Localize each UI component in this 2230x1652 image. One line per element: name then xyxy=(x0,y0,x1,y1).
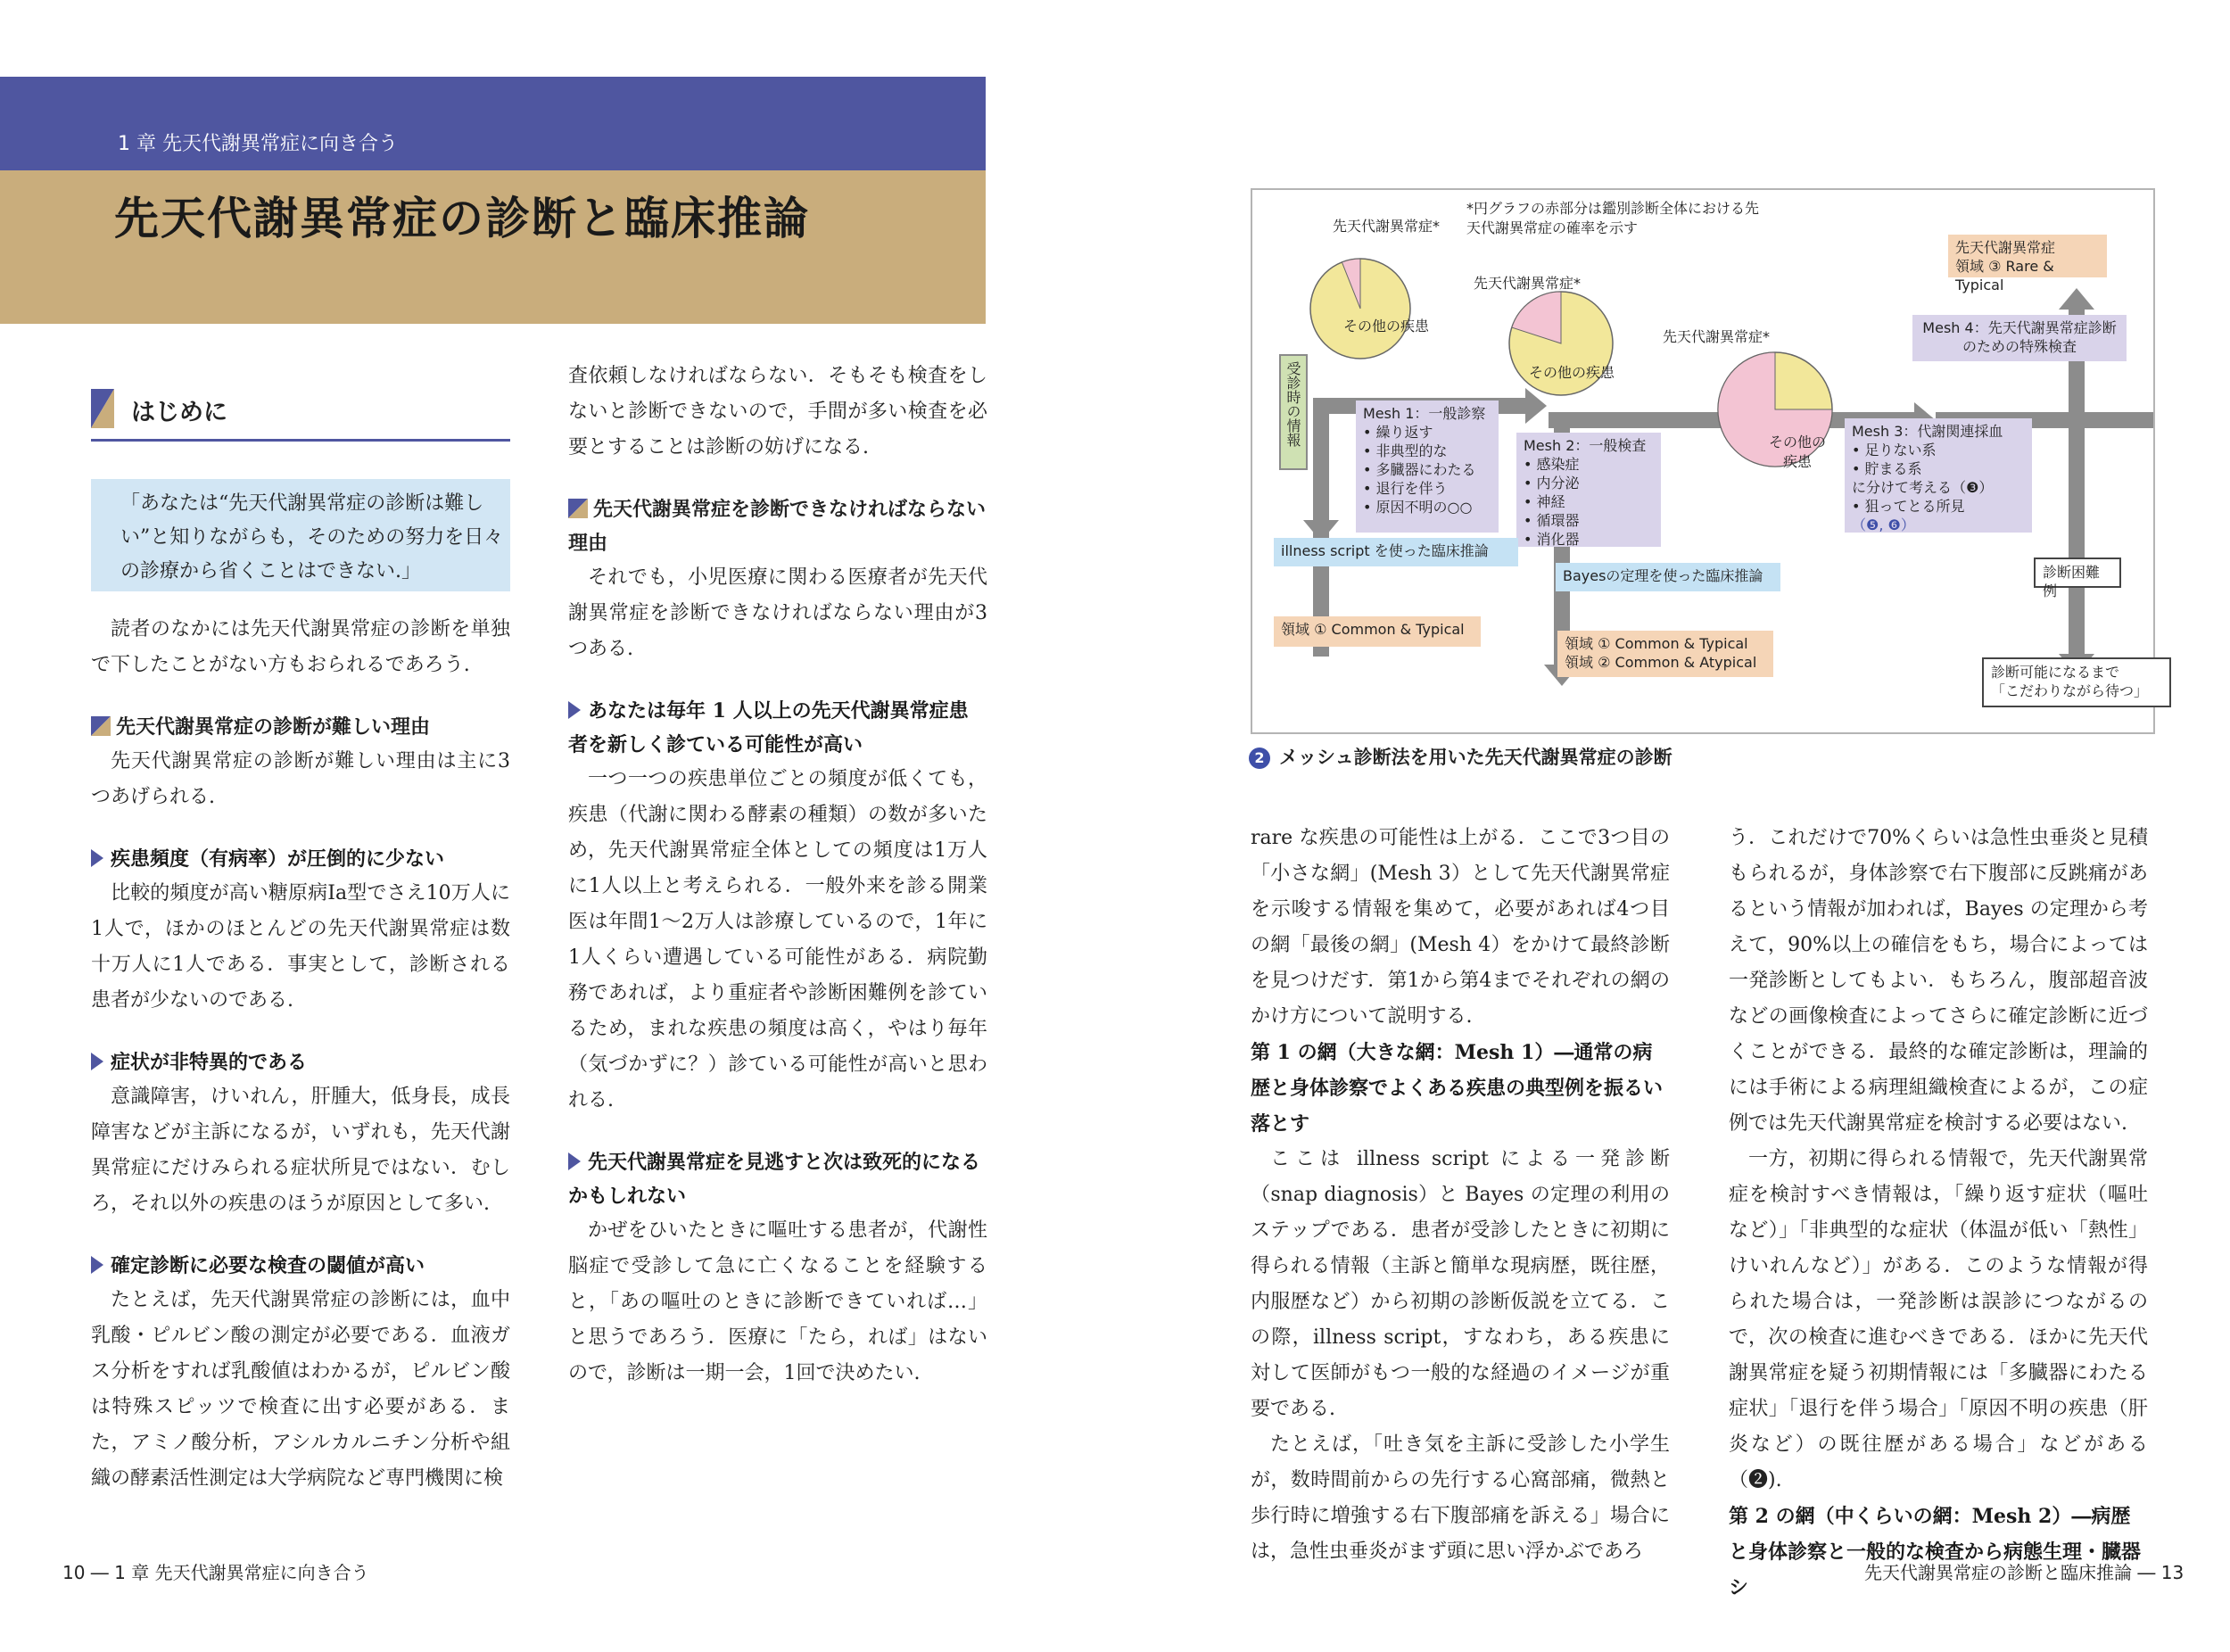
mesh2-item: • 神経 xyxy=(1524,493,1565,510)
domain12-box xyxy=(1557,631,1773,677)
mesh2-title: Mesh 2：一般検査 xyxy=(1524,437,1647,454)
paragraph: rare な疾患の可能性は上がる．ここで3つ目の「小さな網」(Mesh 3）として先天代謝異常症を示唆する情報を集めて，必要があれば4つ目の網「最後の網」(Mesh 4）をかけて最終診断を見つけだす．第1から第4までそれぞれの網のかけ方について説明する. xyxy=(1251,827,1670,1028)
caption-number: 2 xyxy=(1249,748,1270,769)
triangle-marker-icon xyxy=(568,1152,581,1170)
mesh1-item: • 多臓器にわたる xyxy=(1363,461,1476,478)
topic-heading xyxy=(91,1249,510,1283)
arrow-vertical-down xyxy=(2069,428,2085,660)
right-column-1 xyxy=(1251,821,1670,1570)
wait-line: 診断可能になるまで xyxy=(1991,664,2120,681)
topic-heading-text: 症状が非特異的である xyxy=(111,1051,308,1074)
paragraph: う．これだけで70%くらいは急性虫垂炎と見積もられるが，身体診察で右下腹部に反跳痛があるという情報が加われば，Bayes の定理から考えて，90%以上の確信をもち，場合によっては一発診断としてもよい．もちろん，腹部超音波などの画像検査によってさらに確定診断に近づくことができる．最終的な確定診断は，理論的には手術による病理組織検査によるが，この症例では先天代謝異常症を検討する必要はない. xyxy=(1729,827,2148,1135)
topic-heading xyxy=(568,1145,987,1213)
mesh4-box: Mesh 4：先天代謝異常症診断のための特殊検査 xyxy=(1912,315,2127,361)
rare-box-line: 先天代謝異常症 xyxy=(1955,239,2056,256)
mesh3-item: に分けて考える（❸） xyxy=(1852,479,1994,496)
pie2-label: 先天代謝異常症* xyxy=(1474,275,1582,292)
figure-box xyxy=(1251,188,2155,734)
figure-caption xyxy=(1249,743,1672,770)
mesh3-title: Mesh 3：代謝関連採血 xyxy=(1852,423,2003,440)
domain12-line: 領域 ② Common & Atypical xyxy=(1565,654,1757,671)
pie3-label: 先天代謝異常症* xyxy=(1663,328,1771,345)
mesh2-item: • 内分泌 xyxy=(1524,475,1580,491)
pie1-other-label: その他の疾患 xyxy=(1343,318,1430,335)
illness-script-label: illness script を使った臨床推論 xyxy=(1274,538,1518,566)
chapter-band xyxy=(0,77,986,170)
paragraph: 比較的頻度が高い糖原病Ⅰa型でさえ10万人に1人で，ほかのほとんどの先天代謝異常症は数十万人に1人である．事実として，診断される患者が少ないのである. xyxy=(91,882,510,1012)
triangle-marker-icon xyxy=(91,849,103,867)
bold-heading: 第 2 の網（中くらいの網：Mesh 2）―病歴と身体診察と一般的な検査から病態生理・臓器シ xyxy=(1729,1505,2142,1599)
triangle-marker-icon xyxy=(568,701,581,719)
intro-heading-text: はじめに xyxy=(131,399,227,426)
bold-heading: 第 1 の網（大きな網：Mesh 1）―通常の病歴と身体診察でよくある疾患の典型例を振るい落とす xyxy=(1251,1041,1664,1136)
mesh1-box xyxy=(1356,401,1499,533)
paragraph: たとえば，先天代謝異常症の診断には，血中乳酸・ピルビン酸の測定が必要である．血液ガス分析をすれば乳酸値はわかるが，ピルビン酸は特殊スピッツで検査に出す必要がある．また，アミノ酸分析，アシルカルニチン分析や組織の酵素活性測定は大学病院など専門機関に検 xyxy=(91,1289,510,1490)
domain1-box: 領域 ① Common & Typical xyxy=(1274,616,1481,647)
mesh1-item: • 退行を伴う xyxy=(1363,480,1448,497)
subheading-marker-icon xyxy=(91,716,111,736)
wait-line: 「こだわりながら待つ」 xyxy=(1991,682,2149,699)
subheading xyxy=(568,492,987,560)
paragraph: 査依頼しなければならない．そもそも検査をしないと診断できないので，手間が多い検査を必要とすることは診断の妨げになる. xyxy=(568,365,987,458)
topic-heading xyxy=(91,842,510,876)
intro-heading xyxy=(91,387,510,442)
mesh1-item: • 原因不明の○○ xyxy=(1363,499,1473,516)
topic-heading-text: 先天代謝異常症を見逃すと次は致死的になるかもしれない xyxy=(568,1151,981,1208)
paragraph: 一つ一つの疾患単位ごとの頻度が低くても，疾患（代謝に関わる酵素の種類）の数が多いため，先天代謝異常症全体としての頻度は1万人に1人以上と考えられる．一般外来を診る開業医は年間1〜2万人は診療しているので，1年に1人くらい遭遇している可能性がある．病院勤務であれば，より重症者や診断困難例を診ているため，まれな疾患の頻度は高く，やはり毎年（気づかずに？）診ている可能性が高いと思われる. xyxy=(568,768,987,1111)
paragraph: かぜをひいたときに嘔吐する患者が，代謝性脳症で受診して急に亡くなることを経験すると，「あの嘔吐のときに診断できていれば…」と思うであろう．医療に「たら，れば」はないので，診断は一期一会，1回で決めたい. xyxy=(568,1219,987,1384)
section-marker-icon xyxy=(91,389,114,428)
paragraph: 意識障害，けいれん，肝腫大，低身長，成長障害などが主訴になるが，いずれも，先天代謝異常症にだけみられる症状所見ではない．むしろ，それ以外の疾患のほうが原因として多い. xyxy=(91,1086,510,1215)
mesh2-item: • 循環器 xyxy=(1524,512,1580,529)
paragraph: ここは illness script による一発診断（snap diagnosis）と Bayes の定理の利用のステップである．患者が受診したときに初期に得られる情報（主訴と簡単な現病歴，既往歴，内服歴など）から初期の診断仮説を立てる．この際，illness script，すなわち，ある疾患に対して医師がもつ一般的な経過のイメージが重要である. xyxy=(1251,1148,1670,1420)
mesh2-box xyxy=(1516,433,1661,547)
paragraph: それでも，小児医療に関わる医療者が先天代謝異常症を診断できなければならない理由が3つある. xyxy=(568,566,987,660)
intake-info-box: 受診時の情報 xyxy=(1279,354,1308,470)
left-column-2 xyxy=(568,359,987,1392)
mesh1-title: Mesh 1：一般診察 xyxy=(1363,405,1486,422)
mesh1-item: • 繰り返す xyxy=(1363,424,1433,441)
subheading-text: 先天代謝異常症の診断が難しい理由 xyxy=(116,715,431,739)
topic-heading xyxy=(91,1045,510,1079)
page-footer-left: 10 ― 1 章 先天代謝異常症に向き合う xyxy=(62,1562,369,1583)
pie-chart-1 xyxy=(1310,259,1410,359)
domain12-line: 領域 ① Common & Typical xyxy=(1565,635,1748,652)
difficult-case-box: 診断困難例 xyxy=(2034,558,2121,588)
paragraph: 読者のなかには先天代謝異常症の診断を単独で下したことがない方もおられるであろう. xyxy=(91,618,510,676)
mesh3-item: • 貯まる系 xyxy=(1852,460,1922,477)
topic-heading-text: あなたは毎年 1 人以上の先天代謝異常症患者を新しく診ている可能性が高い xyxy=(568,699,969,756)
page-title: 先天代謝異常症の診断と臨床推論 xyxy=(114,193,810,244)
mesh2-item: • 消化器 xyxy=(1524,531,1580,548)
triangle-marker-icon xyxy=(91,1053,103,1070)
pie2-other-label: その他の疾患 xyxy=(1529,364,1615,381)
paragraph: 先天代謝異常症の診断が難しい理由は主に3つあげられる. xyxy=(91,750,510,808)
mesh3-item: • 足りない系 xyxy=(1852,442,1937,458)
arrow-segment-4 xyxy=(2043,412,2153,428)
subheading-marker-icon xyxy=(568,499,588,518)
topic-heading-text: 疾患頻度（有病率）が圧倒的に少ない xyxy=(111,847,445,871)
arrow-head-1 xyxy=(1525,388,1547,424)
right-column-2 xyxy=(1729,821,2148,1606)
mesh2-item: • 感染症 xyxy=(1524,456,1580,473)
rare-box-line: 領域 ③ Rare & Typical xyxy=(1955,258,2054,293)
subheading xyxy=(91,710,510,744)
mesh1-item: • 非典型的な xyxy=(1363,442,1448,459)
page-footer-right: 先天代謝異常症の診断と臨床推論 ― 13 xyxy=(1864,1562,2185,1583)
topic-heading xyxy=(568,694,987,762)
caption-text: メッシュ診断法を用いた先天代謝異常症の診断 xyxy=(1279,747,1672,768)
wait-box xyxy=(1982,657,2171,707)
left-column-1 xyxy=(91,612,510,1497)
mesh3-item: （❺, ❻） xyxy=(1852,516,1915,533)
topic-heading-text: 確定診断に必要な検査の閾値が高い xyxy=(111,1254,425,1277)
bayes-label: Bayesの定理を使った臨床推論 xyxy=(1556,563,1780,591)
triangle-marker-icon xyxy=(91,1256,103,1274)
pie-note: *円グラフの赤部分は鑑別診断全体における先天代謝異常症の確率を示す xyxy=(1466,200,1760,236)
chapter-label: 1 章 先天代謝異常症に向き合う xyxy=(118,133,398,155)
mesh3-box xyxy=(1845,418,2032,533)
pie1-label: 先天代謝異常症* xyxy=(1333,218,1441,235)
mesh3-item: • 狙ってとる所見 xyxy=(1852,498,1965,515)
pie3-other-label: その他の疾患 xyxy=(1768,434,1826,470)
rare-typical-box xyxy=(1948,235,2107,293)
paragraph: 一方，初期に得られる情報で，先天代謝異常症を検討すべき情報は，「繰り返す症状（嘔吐など）」「非典型的な症状（体温が低い「熱性」けいれんなど）」がある．このような情報が得られた場合は，一発診断は誤診につながるので，次の検査に進むべきである．ほかに先天代謝異常症を疑う初期情報には「多臓器にわたる症状」「退行を伴う場合」「原因不明の疾患（肝炎など）の既往歴がある場合」などがある（❷). xyxy=(1729,1148,2148,1491)
subheading-text: 先天代謝異常症を診断できなければならない理由 xyxy=(568,498,987,555)
paragraph: たとえば，「吐き気を主訴に受診した小学生が，数時間前からの先行する心窩部痛，微熱と歩行時に増強する右下腹部痛を訴える」場合には，急性虫垂炎がまず頭に思い浮かぶであろ xyxy=(1251,1433,1670,1563)
quote-text: 「あなたは“先天代謝異常症の診断は難しい”と知りながらも，そのための努力を日々の診療から省くことはできない.」 xyxy=(120,492,504,582)
